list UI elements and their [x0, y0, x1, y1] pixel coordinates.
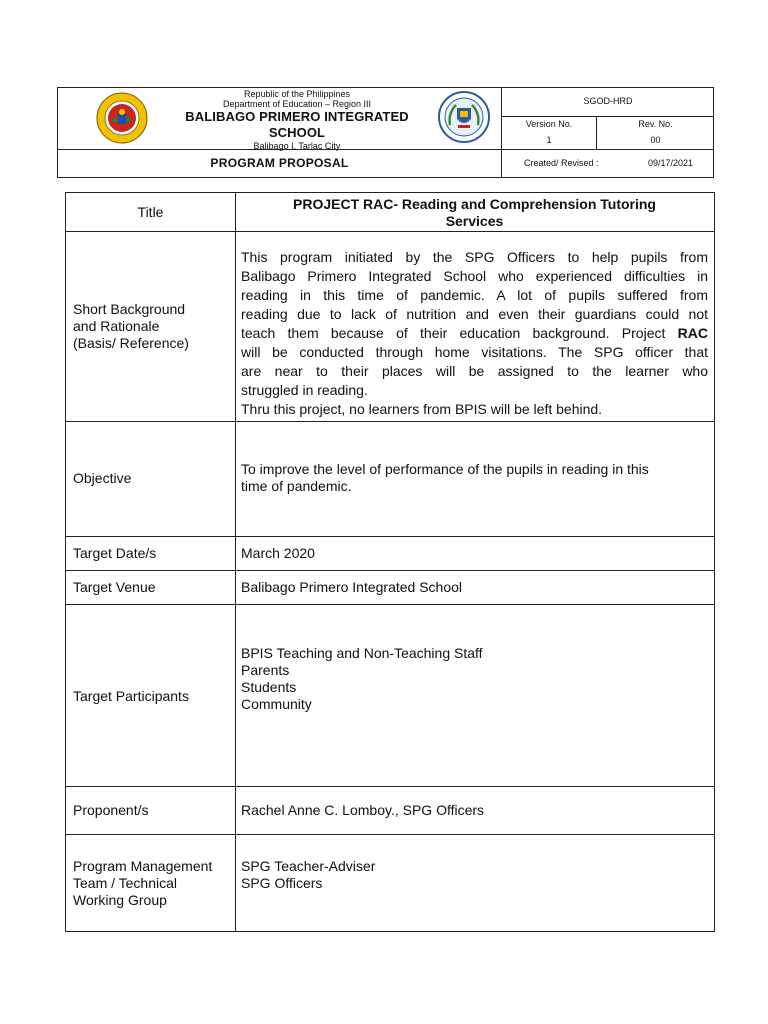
row-divider: [66, 231, 715, 232]
pmt-label-line: Working Group: [73, 892, 167, 908]
school-identity: [158, 89, 436, 152]
form-title: PROGRAM PROPOSAL: [210, 156, 349, 170]
list-item: Parents: [241, 662, 290, 678]
row-divider: [66, 421, 715, 422]
background-text: [241, 248, 708, 419]
background-line: reading in this time of pandemic. A lot of pupils suffered from: [241, 287, 708, 303]
list-item: Students: [241, 679, 297, 695]
list-item: Community: [241, 696, 312, 712]
background-line: This program initiated by the SPG Officers to help pupils from: [241, 249, 708, 265]
background-line: [241, 324, 708, 343]
title-value: [241, 196, 708, 230]
school-name: BALIBAGO PRIMERO INTEGRATED SCHOOL: [185, 109, 409, 140]
rev-label: Rev. No.: [638, 119, 673, 129]
pmt-list: [241, 858, 708, 892]
rev-value: 00: [650, 135, 661, 145]
objective-label: Objective: [73, 470, 132, 486]
background-label: [73, 301, 233, 352]
target-venue-label: Target Venue: [73, 579, 156, 595]
objective-line: To improve the level of performance of the pupils in reading in this: [241, 461, 649, 477]
pmt-label-line: Team / Technical: [73, 875, 178, 891]
pmt-label-line: Program Management: [73, 858, 213, 874]
background-line: will be conducted through home visitations. The SPG officer that: [241, 344, 708, 360]
school-seal-icon: [438, 91, 490, 143]
doc-code: SGOD-HRD: [583, 96, 633, 106]
republic-text: Republic of the Philippines: [243, 89, 351, 99]
title-value-line: PROJECT RAC- Reading and Comprehension Tutoring: [293, 196, 656, 212]
version-label: Version No.: [525, 119, 573, 129]
deped-region-text: Department of Education – Region III: [222, 99, 372, 109]
target-venue-value: Balibago Primero Integrated School: [241, 579, 463, 595]
background-label-line: (Basis/ Reference): [73, 335, 189, 351]
row-divider: [66, 604, 715, 605]
row-divider: [66, 834, 715, 835]
proponent-value: Rachel Anne C. Lomboy., SPG Officers: [241, 802, 485, 818]
version-value: 1: [546, 135, 552, 145]
background-line: Balibago Primero Integrated School who experienced difficulties in: [241, 268, 708, 284]
proposal-table: [65, 192, 715, 932]
project-acronym: RAC: [677, 325, 708, 341]
background-line: reading due to lack of nutrition and even their guardians could not: [241, 306, 708, 322]
pmt-label: [73, 858, 233, 909]
list-item: SPG Teacher-Adviser: [241, 858, 376, 874]
list-item: SPG Officers: [241, 875, 323, 891]
row-divider: [66, 536, 715, 537]
target-date-label: Target Date/s: [73, 545, 157, 561]
objective-value: [241, 461, 708, 495]
title-value-line: Services: [445, 213, 504, 229]
background-line: are near to their places will be assigned to the learner who: [241, 363, 708, 379]
background-line: Thru this project, no learners from BPIS will be left behind.: [241, 401, 603, 417]
row-divider: [66, 786, 715, 787]
objective-line: time of pandemic.: [241, 478, 352, 494]
list-item: BPIS Teaching and Non-Teaching Staff: [241, 645, 483, 661]
created-label: Created/ Revised :: [524, 158, 599, 168]
background-label-line: and Rationale: [73, 318, 160, 334]
background-line: struggled in reading.: [241, 382, 368, 398]
row-divider: [66, 570, 715, 571]
deped-seal-icon: [96, 92, 148, 144]
created-value: 09/17/2021: [648, 158, 694, 168]
target-date-value: March 2020: [241, 545, 315, 561]
proponent-label: Proponent/s: [73, 802, 149, 818]
school-address: Balibago I, Tarlac City: [253, 141, 341, 151]
document-header: [57, 87, 714, 178]
column-divider: [235, 193, 236, 932]
participants-list: [241, 645, 708, 713]
header-divider: [501, 116, 714, 117]
background-line-text: teach them because of their education background. Project: [241, 325, 666, 341]
background-label-line: Short Background: [73, 301, 186, 317]
title-label: Title: [137, 204, 164, 220]
participants-label: Target Participants: [73, 688, 189, 704]
